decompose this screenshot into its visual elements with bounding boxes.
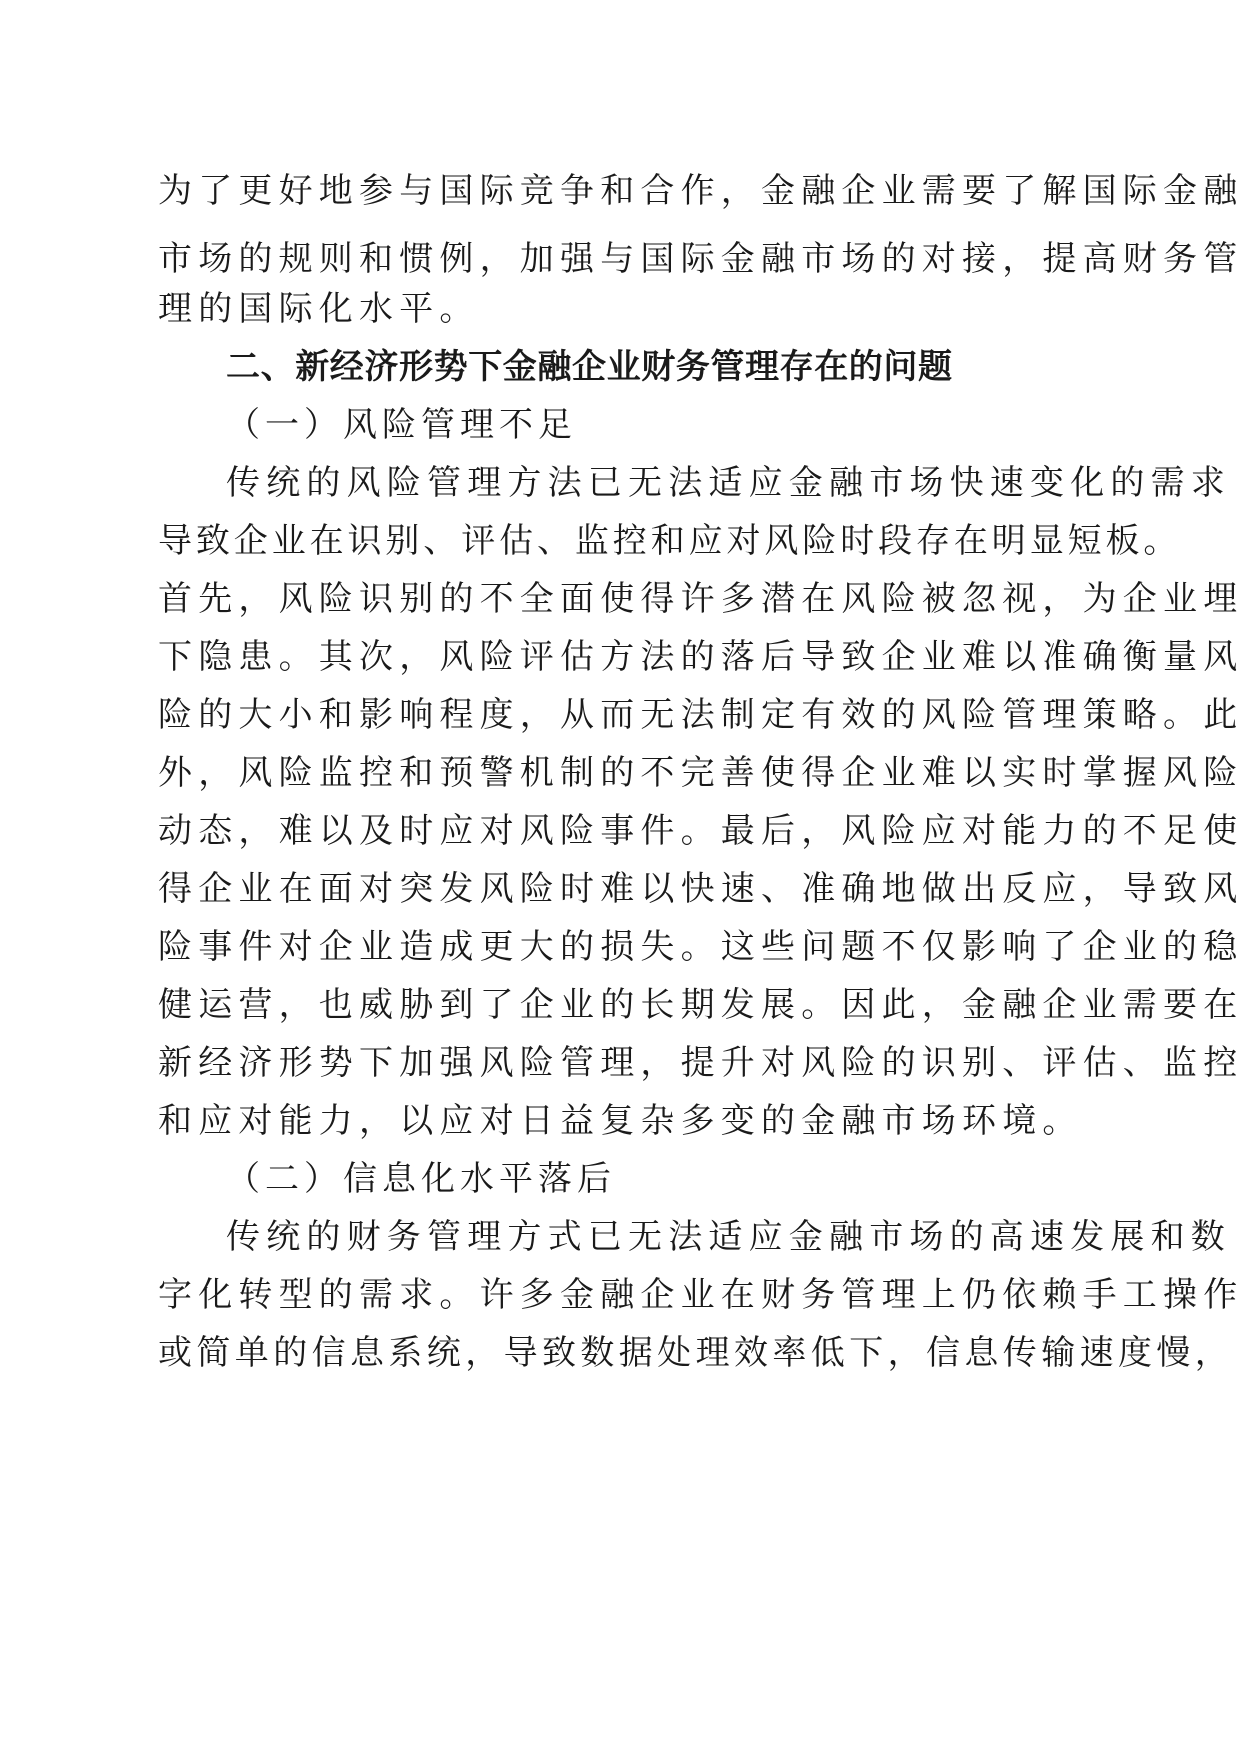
paragraph-line: 外，风险监控和预警机制的不完善使得企业难以实时掌握风险 (158, 753, 1243, 793)
subsection-heading: （二）信息化水平落后 (226, 1159, 616, 1199)
paragraph-line: 为了更好地参与国际竞争和合作，金融企业需要了解国际金融 (158, 171, 1243, 211)
paragraph-line: 传统的风险管理方法已无法适应金融市场快速变化的需求 (226, 463, 1231, 503)
section-heading: 二、新经济形势下金融企业财务管理存在的问题 (226, 347, 953, 387)
paragraph-line: 新经济形势下加强风险管理，提升对风险的识别、评估、监控 (158, 1043, 1243, 1083)
paragraph-line: 或简单的信息系统，导致数据处理效率低下，信息传输速度慢， (158, 1333, 1234, 1373)
paragraph-line: 得企业在面对突发风险时难以快速、准确地做出反应，导致风 (158, 869, 1243, 909)
paragraph-line: 健运营，也威胁到了企业的长期发展。因此，金融企业需要在 (158, 985, 1243, 1025)
paragraph-line: 动态，难以及时应对风险事件。最后，风险应对能力的不足使 (158, 811, 1243, 851)
paragraph-line: 导致企业在识别、评估、监控和应对风险时段存在明显短板。 (158, 521, 1182, 561)
paragraph-line: 理的国际化水平。 (158, 289, 480, 329)
paragraph-line: 险的大小和影响程度，从而无法制定有效的风险管理策略。此 (158, 695, 1243, 735)
paragraph-line: 字化转型的需求。许多金融企业在财务管理上仍依赖手工操作 (158, 1275, 1243, 1315)
paragraph-line: 首先，风险识别的不全面使得许多潜在风险被忽视，为企业埋 (158, 579, 1243, 619)
paragraph-line: 和应对能力，以应对日益复杂多变的金融市场环境。 (158, 1101, 1083, 1141)
subsection-heading: （一）风险管理不足 (226, 405, 577, 445)
paragraph-line: 险事件对企业造成更大的损失。这些问题不仅影响了企业的稳 (158, 927, 1243, 967)
paragraph-line: 市场的规则和惯例，加强与国际金融市场的对接，提高财务管 (158, 239, 1243, 279)
paragraph-line: 下隐患。其次，风险评估方法的落后导致企业难以准确衡量风 (158, 637, 1243, 677)
paragraph-line: 传统的财务管理方式已无法适应金融市场的高速发展和数 (226, 1217, 1231, 1257)
